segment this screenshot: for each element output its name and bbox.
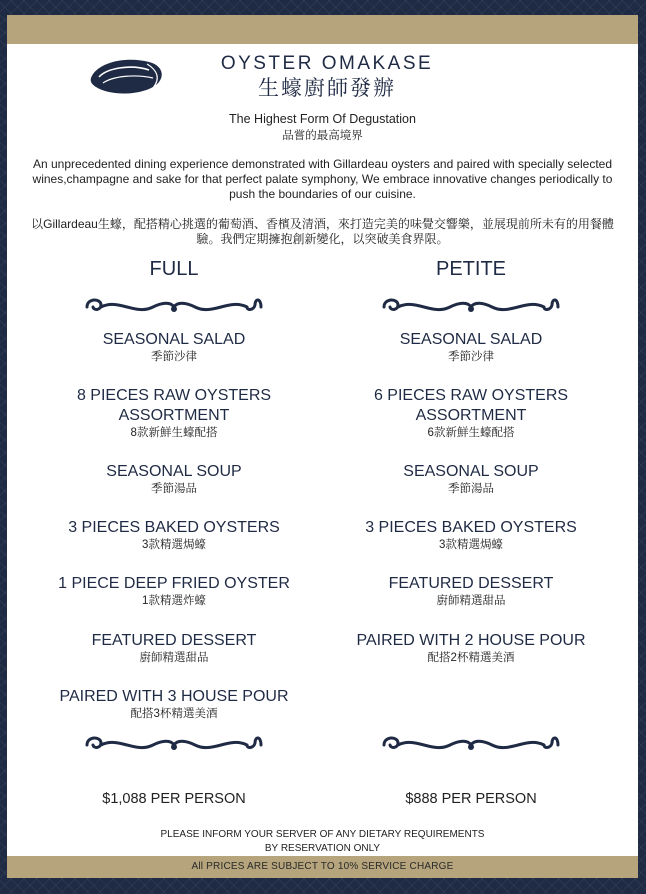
menu-item-name-chinese: 1款精選炸蠔 — [142, 595, 206, 607]
flourish-divider-icon — [376, 732, 566, 758]
menu-item-name: 3 PIECES BAKED OYSTERS — [365, 519, 577, 536]
menu-item — [24, 518, 324, 552]
menu-item — [24, 462, 324, 496]
price-full: $1,088 PER PERSON — [102, 791, 246, 807]
menu-item-name: FEATURED DESSERT — [91, 632, 257, 649]
menu-item-name: SEASONAL SOUP — [403, 463, 539, 480]
tagline-chinese: 品嘗的最高境界 — [282, 130, 363, 142]
menu-item — [321, 386, 621, 440]
flourish-divider-icon — [376, 294, 566, 320]
title-chinese: 生蠔廚師發辦 — [258, 77, 396, 100]
menu-item-name-chinese: 6款新鮮生蠔配搭 — [427, 427, 515, 439]
menu-item-name: SEASONAL SALAD — [102, 331, 246, 348]
menu-item-name-chinese: 配搭2杯精選美酒 — [427, 652, 515, 664]
menu-item — [24, 386, 324, 440]
menu-item — [321, 518, 621, 552]
dietary-note-line: PLEASE INFORM YOUR SERVER OF ANY DIETARY REQUIREMENTS — [160, 829, 485, 840]
menu-item-name-chinese: 配搭3杯精選美酒 — [130, 708, 218, 720]
menu-column-full — [24, 256, 324, 807]
menu-item-name: SEASONAL SOUP — [106, 463, 242, 480]
menu-item-name-chinese: 廚師精選甜品 — [139, 652, 209, 664]
oyster-logo-icon — [87, 50, 167, 100]
price-petite: $888 PER PERSON — [405, 791, 537, 807]
menu-item — [321, 574, 621, 608]
intro-english: An unprecedented dining experience demonstrated with Gillardeau oysters and paired with specially selected wines,champagne and sake for that perfect palate symphony, We embrace innovative changes periodically to push the boundaries of our cuisine. — [32, 157, 613, 201]
tagline-english: The Highest Form Of Degustation — [229, 112, 416, 126]
reservation-note: BY RESERVATION ONLY — [264, 843, 381, 854]
flourish-divider-icon — [79, 294, 269, 320]
menu-item — [24, 631, 324, 665]
menu-item-name-chinese: 8款新鮮生蠔配搭 — [130, 427, 218, 439]
menu-item — [24, 330, 324, 364]
menu-item-name-chinese: 3款精選焗蠔 — [142, 539, 206, 551]
menu-item-name: 6 PIECES RAW OYSTERS ASSORTMENT — [373, 387, 569, 424]
menu-item — [24, 574, 324, 608]
menu-card — [7, 15, 638, 878]
menu-column-petite — [321, 256, 621, 807]
menu-item-name: PAIRED WITH 2 HOUSE POUR — [356, 632, 586, 649]
menu-item-name: PAIRED WITH 3 HOUSE POUR — [59, 688, 289, 705]
menu-item-name-chinese: 季節沙律 — [448, 351, 494, 363]
menu-heading-full: FULL — [149, 258, 199, 280]
menu-item-name: 8 PIECES RAW OYSTERS ASSORTMENT — [76, 387, 272, 424]
menu-item-name: 3 PIECES BAKED OYSTERS — [68, 519, 280, 536]
service-charge-band: All PRICES ARE SUBJECT TO 10% SERVICE CHARGE — [7, 856, 638, 878]
menu-item-name-chinese: 廚師精選甜品 — [436, 595, 506, 607]
flourish-divider-icon — [79, 732, 269, 758]
menu-item — [321, 631, 621, 665]
menu-item — [24, 687, 324, 721]
menu-item-name: 1 PIECE DEEP FRIED OYSTER — [58, 575, 290, 592]
menu-item-name: SEASONAL SALAD — [399, 331, 543, 348]
menu-item-name-chinese: 季節沙律 — [151, 351, 197, 363]
menu-item — [321, 462, 621, 496]
menu-item-name: FEATURED DESSERT — [388, 575, 554, 592]
top-gold-band — [7, 15, 638, 44]
menu-heading-petite: PETITE — [435, 258, 506, 280]
menu-item-name-chinese: 季節湯品 — [448, 483, 494, 495]
menu-item — [321, 330, 621, 364]
title-english: OYSTER OMAKASE — [220, 53, 434, 74]
menu-item-name-chinese: 季節湯品 — [151, 483, 197, 495]
menu-item-name-chinese: 3款精選焗蠔 — [439, 539, 503, 551]
intro-chinese: 以Gillardeau生蠔，配搭精心挑選的葡萄酒、香檳及清酒，來打造完美的味覺交響樂，並展現前所未有的用餐體驗。我們定期擁抱創新變化，以突破美食界限。 — [31, 217, 614, 246]
dietary-note — [7, 828, 638, 856]
